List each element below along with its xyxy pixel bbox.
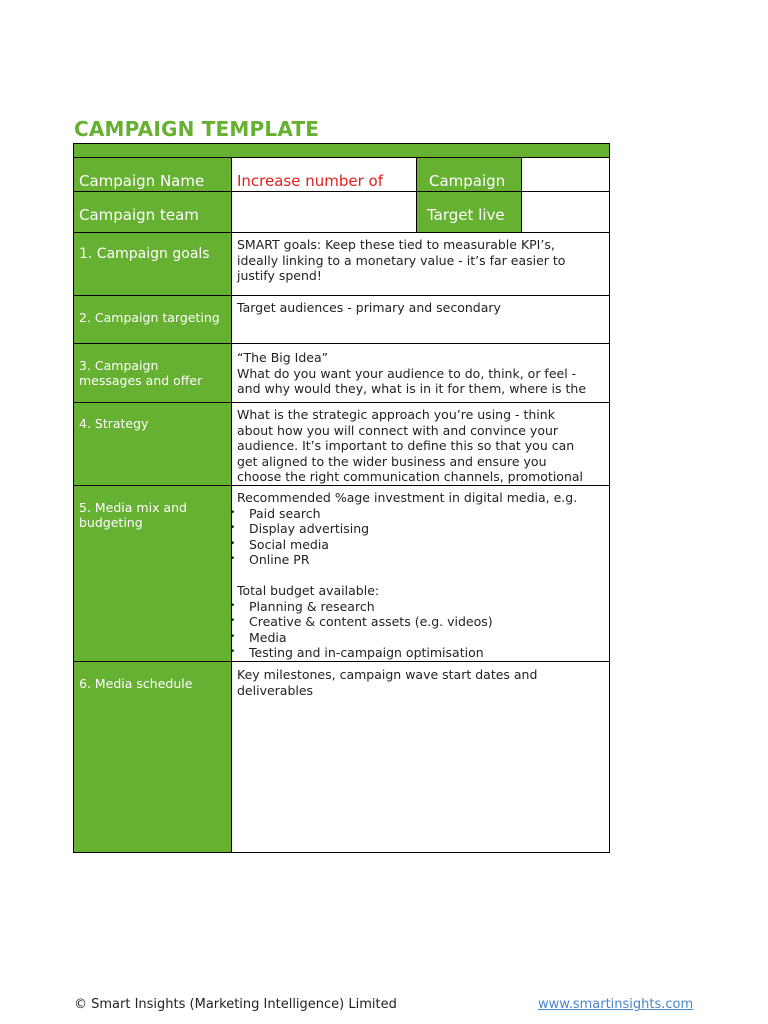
digital-media-list bbox=[230, 505, 603, 568]
row-strategy-body[interactable] bbox=[231, 402, 610, 486]
body-line: What do you want your audience to do, think, or feel - bbox=[237, 365, 577, 381]
page-title: CAMPAIGN TEMPLATE bbox=[74, 117, 320, 141]
row-strategy-label: 4. Strategy bbox=[79, 416, 149, 431]
body-line: audience. It’s important to define this so that you can bbox=[237, 438, 575, 453]
body-line: SMART goals: Keep these tied to measurable KPI’s, bbox=[237, 237, 555, 252]
list-item: • Paid search bbox=[230, 505, 321, 521]
row-goals-body[interactable] bbox=[231, 232, 610, 296]
body-line: choose the right communication channels, promotional bbox=[237, 469, 584, 484]
bullet-icon: • bbox=[230, 631, 236, 642]
body-line: get aligned to the wider business and ensure you bbox=[237, 453, 547, 469]
bullet-icon: • bbox=[230, 538, 236, 549]
row-messages-label-line: 3. Campaign bbox=[79, 358, 159, 373]
campaign-team-label: Campaign team bbox=[73, 191, 232, 233]
body-line: deliverables bbox=[237, 682, 314, 698]
bullet-icon: • bbox=[230, 616, 236, 626]
body-line: Key milestones, campaign wave start dates and bbox=[237, 667, 538, 682]
row-messages-body[interactable] bbox=[231, 343, 610, 403]
row-targeting-label: 2. Campaign targeting bbox=[79, 310, 220, 325]
copyright-text: © Smart Insights (Marketing Intelligence) Limited bbox=[74, 997, 397, 1012]
row-goals-label: 1. Campaign goals bbox=[79, 246, 210, 262]
list-item: • Creative & content assets (e.g. videos) bbox=[230, 614, 493, 629]
list-item: • Planning & research bbox=[230, 598, 375, 614]
bullet-icon: • bbox=[230, 647, 236, 657]
bullet-icon: • bbox=[230, 523, 236, 533]
body-line: justify spend! bbox=[237, 268, 322, 283]
row-mediamix-label-cell bbox=[73, 485, 232, 662]
body-line: about how you will connect with and convince your bbox=[237, 422, 559, 438]
row-messages-label-line: messages and offer bbox=[79, 373, 203, 388]
bullet-icon: • bbox=[230, 554, 236, 564]
list-item: • Display advertising bbox=[230, 521, 370, 536]
list-item: • Social media bbox=[230, 536, 329, 552]
body-line: What is the strategic approach you’re using - think bbox=[237, 407, 555, 422]
table-header-bar bbox=[73, 143, 610, 158]
bullet-icon: • bbox=[230, 507, 236, 518]
row-schedule-label-cell bbox=[73, 661, 232, 853]
campaign-value-right[interactable] bbox=[521, 157, 610, 192]
list-item: • Online PR bbox=[230, 552, 310, 567]
mediamix-intro: Recommended %age investment in digital media, e.g. bbox=[237, 490, 578, 505]
row-targeting-label-cell bbox=[73, 295, 232, 344]
campaign-name-value[interactable]: Increase number of bbox=[231, 157, 417, 192]
row-messages-label-cell bbox=[73, 343, 232, 403]
campaign-name-label: Campaign Name bbox=[73, 157, 232, 192]
body-line: and why would they, what is in it for them, where is the bbox=[237, 381, 587, 396]
body-line: Target audiences - primary and secondary bbox=[237, 300, 501, 315]
row-mediamix-body[interactable] bbox=[231, 485, 610, 662]
body-line: ideally linking to a monetary value - it’s far easier to bbox=[237, 252, 566, 268]
row-strategy-label-cell bbox=[73, 402, 232, 486]
row-goals-label-cell bbox=[73, 232, 232, 296]
body-line: “The Big Idea” bbox=[237, 350, 329, 365]
row-mediamix-label-line: 5. Media mix and bbox=[79, 500, 187, 515]
website-link[interactable]: www.smartinsights.com bbox=[538, 997, 694, 1012]
row-targeting-body[interactable] bbox=[231, 295, 610, 344]
campaign-label-right: Campaign bbox=[416, 157, 522, 192]
row-schedule-body[interactable] bbox=[231, 661, 610, 853]
bullet-icon: • bbox=[230, 600, 236, 611]
campaign-table bbox=[73, 143, 610, 853]
budget-label: Total budget available: bbox=[237, 583, 380, 598]
row-mediamix-label-line: budgeting bbox=[79, 515, 143, 530]
list-item: • Media bbox=[230, 629, 287, 645]
target-live-value[interactable] bbox=[521, 191, 610, 233]
row-schedule-label: 6. Media schedule bbox=[79, 676, 193, 691]
budget-list bbox=[230, 598, 603, 661]
target-live-label: Target live bbox=[416, 191, 522, 233]
campaign-team-value[interactable] bbox=[231, 191, 417, 233]
list-item: • Testing and in-campaign optimisation bbox=[230, 645, 484, 660]
